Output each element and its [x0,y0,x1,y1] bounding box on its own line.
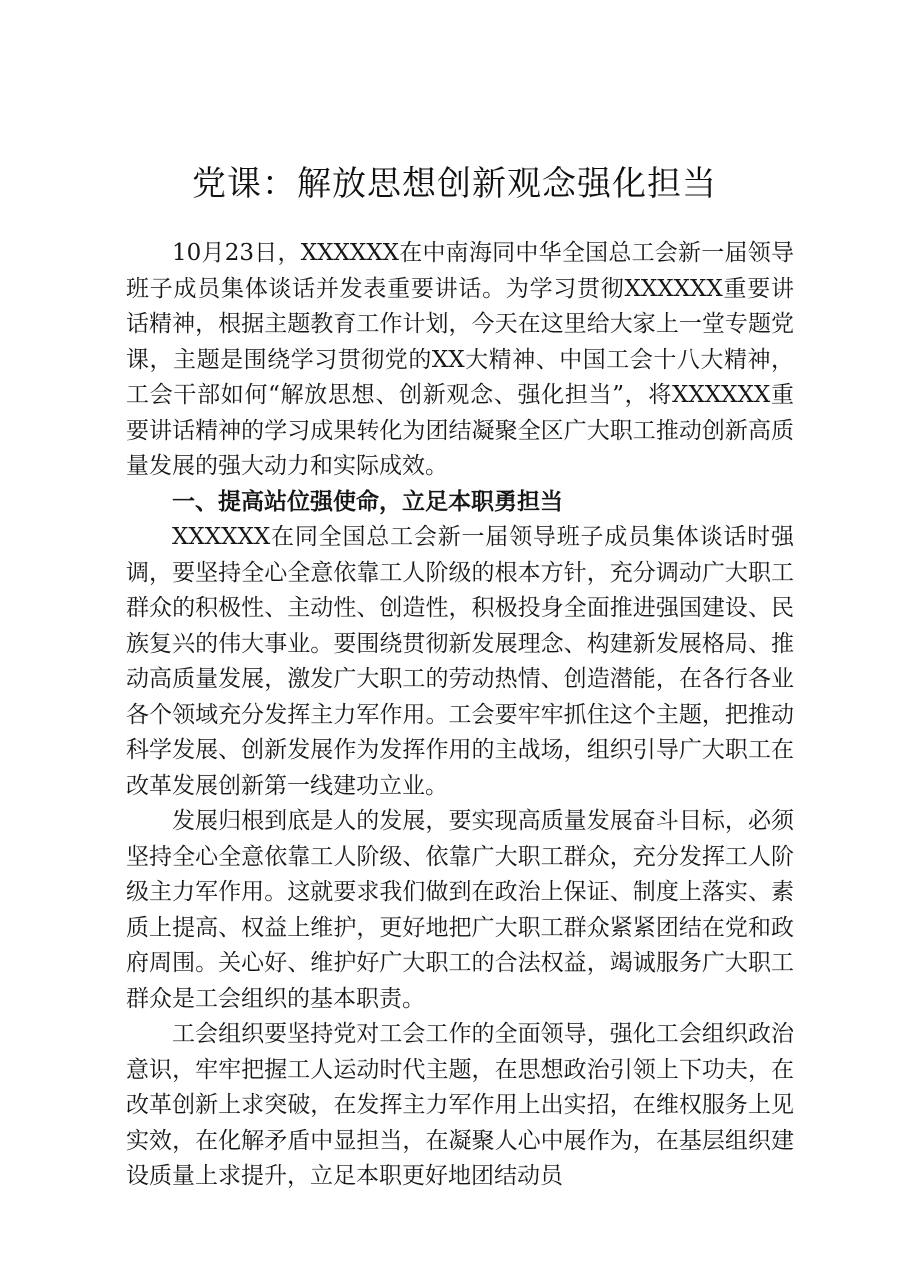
document-body [126,236,794,1195]
section-heading: 一、提高站位强使命，立足本职勇担当 [172,488,563,515]
document-title: 党课：解放思想创新观念强化担当 [192,164,717,204]
section-paragraph: 发展归根到底是人的发展，要实现高质量发展奋斗目标，必须坚持全心全意依靠工人阶级、依靠广大职工群众，充分发挥工人阶级主力军作用。这就要求我们做到在政治上保证、制度上落实、素质上提高、权益上维护，更好地把广大职工群众紧紧团结在党和政府周围。关心好、维护好广大职工的合法权益，竭诚服务广大职工群众是工会组织的基本职责。 [126,808,794,1012]
section-paragraph: XXXXXX在同全国总工会新一届领导班子成员集体谈话时强调，要坚持全心全意依靠工人阶级的根本方针，充分调动广大职工群众的积极性、主动性、创造性，积极投身全面推进强国建设、民族复兴的伟大事业。要围绕贯彻新发展理念、构建新发展格局、推动高质量发展，激发广大职工的劳动热情、创造潜能，在各行各业各个领域充分发挥主力军作用。工会要牢牢抓住这个主题，把推动科学发展、创新发展作为发挥作用的主战场，组织引导广大职工在改革发展创新第一线建功立业。 [126,524,794,799]
section-paragraph: 工会组织要坚持党对工会工作的全面领导，强化工会组织政治意识，牢牢把握工人运动时代主题，在思想政治引领上下功夫，在改革创新上求突破，在发挥主力军作用上出实招，在维权服务上见实效，在化解矛盾中显担当，在凝聚人心中展作为，在基层组织建设质量上求提升，立足本职更好地团结动员 [126,1021,794,1189]
intro-paragraph: 10月23日，XXXXXX在中南海同中华全国总工会新一届领导班子成员集体谈话并发表重要讲话。为学习贯彻XXXXXX重要讲话精神，根据主题教育工作计划，今天在这里给大家上一堂专题党课，主题是围绕学习贯彻党的XX大精神、中国工会十八大精神，工会干部如何“解放思想、创新观念、强化担当”，将XXXXXX重要讲话精神的学习成果转化为团结凝聚全区广大职工推动创新高质量发展的强大动力和实际成效。 [126,240,794,479]
